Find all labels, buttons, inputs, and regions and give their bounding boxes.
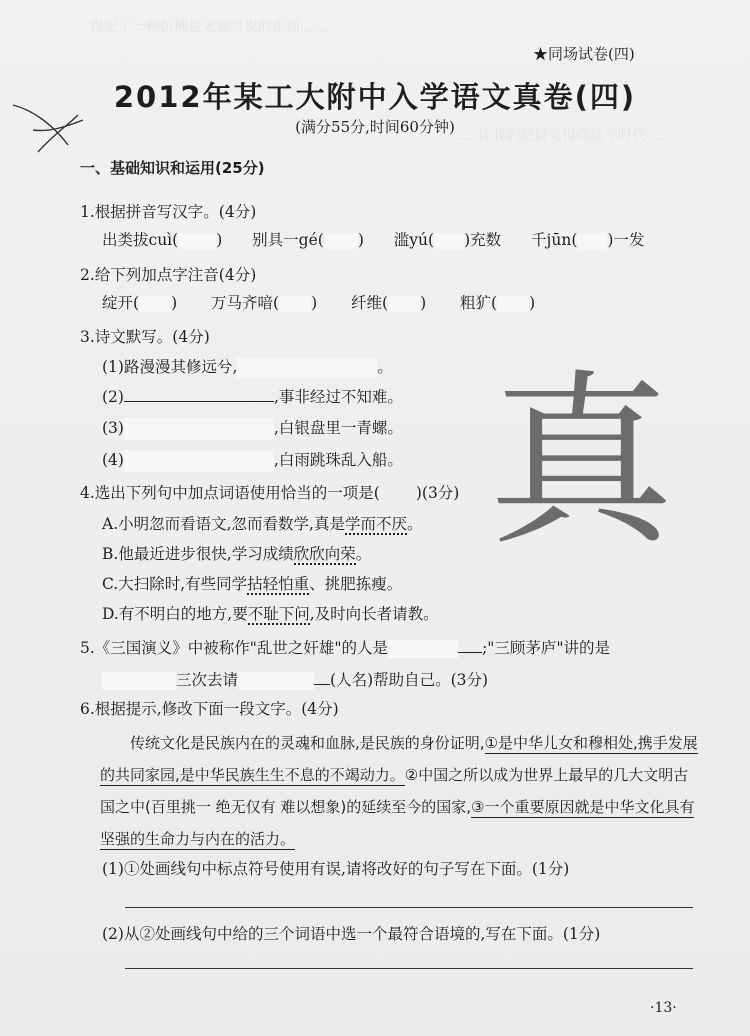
q2-item-text: 万马齐喑 bbox=[211, 294, 274, 312]
q2-item-text: 绽开 bbox=[102, 294, 134, 312]
option-b[interactable]: B.他最近进步很快,学习成绩欣欣向荣。 bbox=[102, 545, 372, 563]
question-2: 2.给下列加点字注音(4分) bbox=[80, 266, 257, 284]
page-subtitle: (满分55分,时间60分钟) bbox=[295, 118, 455, 136]
passage: 传统文化是民族内在的灵魂和血脉,是民族的身份证明,①是中华儿女和穆相处,携手发展的共同家园,是中华民族生生不息的不竭动力。②中国之所以成为世界上最早的几大文明古国之中(百里挑一 绝无仅有 难以想象)的延续至今的国家,③一个重要原因就是中华文化具有坚强的生命力与内在的活力。 bbox=[100, 734, 698, 848]
q4-stem: 4.选出下列句中加点词语使用恰当的一项是( bbox=[80, 484, 380, 502]
header-tag: ★同场试卷(四) bbox=[533, 45, 635, 63]
blank-field[interactable] bbox=[434, 233, 464, 249]
poem-line bbox=[102, 385, 403, 407]
question-5: 5.《三国演义》中被称作"乱世之奸雄"的人是 ;"三顾茅庐"讲的是 bbox=[80, 639, 611, 657]
blank-field[interactable] bbox=[178, 233, 216, 249]
pinyin: gé bbox=[298, 231, 318, 249]
blank-field[interactable] bbox=[102, 672, 176, 690]
poem-text: (4) bbox=[102, 451, 124, 469]
option-d[interactable]: D.有不明白的地方,要不耻下问,及时向长者请教。 bbox=[102, 605, 439, 623]
question-3: 3.诗文默写。(4分) bbox=[80, 328, 210, 346]
poem-text: 。 bbox=[377, 358, 393, 376]
blank-field[interactable] bbox=[388, 296, 420, 312]
watermark-stamp: 真 bbox=[488, 353, 675, 570]
question-5-cont: 三次去请 (人名)帮助自己。(3分) bbox=[102, 668, 488, 690]
blank-field[interactable] bbox=[237, 358, 377, 378]
option-c[interactable]: C.大扫除时,有些同学拈轻怕重、挑肥拣瘦。 bbox=[102, 575, 403, 593]
blank-field[interactable] bbox=[124, 450, 274, 472]
poem-text: ,白银盘里一青螺。 bbox=[273, 419, 403, 437]
pinyin: cuì bbox=[148, 231, 173, 249]
question-1: 1.根据拼音写汉字。(4分) bbox=[80, 203, 257, 221]
blank-field[interactable] bbox=[497, 296, 529, 312]
poem-text: ,事非经过不知难。 bbox=[273, 388, 403, 406]
poem-text: (2) bbox=[102, 388, 124, 406]
pinyin: yú bbox=[409, 231, 428, 249]
q1-items: 出类拔cuì( ) 别具一gé( ) 滥yú( )充数 千jūn( )一发 bbox=[102, 231, 645, 249]
poem-text: (3) bbox=[102, 419, 124, 437]
q4-stem: )(3分) bbox=[415, 484, 460, 502]
bleed-through-text: ……让我们把目光投向这个时代…… bbox=[450, 128, 674, 144]
blank-field[interactable] bbox=[124, 418, 274, 440]
q1-item-text: 充数 bbox=[470, 231, 502, 249]
q1-item-text: 滥 bbox=[393, 231, 410, 249]
q1-item-text: 千 bbox=[531, 231, 547, 249]
blank-field[interactable] bbox=[124, 401, 274, 402]
page-number: ·13· bbox=[650, 1000, 677, 1016]
sub-question-2: (2)从②处画线句中给的三个词语中选一个最符合语境的,写在下面。(1分) bbox=[102, 925, 601, 943]
answer-line[interactable] bbox=[125, 907, 693, 908]
q2-item-text: 粗犷 bbox=[460, 294, 492, 312]
q1-item-text: 一发 bbox=[613, 231, 645, 249]
question-4 bbox=[80, 481, 459, 503]
poem-line bbox=[102, 448, 403, 472]
question-6: 6.根据提示,修改下面一段文字。(4分) bbox=[80, 700, 339, 718]
q2-items: 绽开( ) 万马齐喑( ) 纤维( ) 粗犷( ) bbox=[102, 294, 536, 312]
blank-field[interactable] bbox=[577, 233, 607, 249]
blank-field[interactable] bbox=[238, 672, 314, 690]
blank-field[interactable] bbox=[324, 233, 358, 249]
blank-field[interactable] bbox=[139, 296, 171, 312]
section-heading: 一、基础知识和运用(25分) bbox=[80, 159, 265, 177]
page-title: 2012年某工大附中入学语文真卷(四) bbox=[113, 80, 637, 114]
poem-line bbox=[102, 416, 403, 440]
bleed-through-text: 得见了一种仿佛是无需言说的东西…… bbox=[90, 19, 328, 35]
poem-line bbox=[102, 355, 393, 378]
blank-field[interactable] bbox=[279, 296, 311, 312]
pinyin: jūn bbox=[546, 231, 572, 249]
q1-item-text: 出类拔 bbox=[102, 231, 149, 249]
poem-text: (1)路漫漫其修远兮, bbox=[102, 358, 238, 376]
poem-text: ,白雨跳珠乱入船。 bbox=[273, 451, 403, 469]
answer-line[interactable] bbox=[125, 968, 693, 969]
option-a[interactable]: A.小明忽而看语文,忽而看数学,真是学而不厌。 bbox=[102, 515, 423, 533]
q1-item-text: 别具一 bbox=[252, 231, 299, 249]
sub-question-1: (1)①处画线句中标点符号使用有误,请将改好的句子写在下面。(1分) bbox=[102, 860, 570, 878]
q2-item-text: 纤维 bbox=[351, 294, 383, 312]
blank-field[interactable] bbox=[388, 640, 458, 658]
